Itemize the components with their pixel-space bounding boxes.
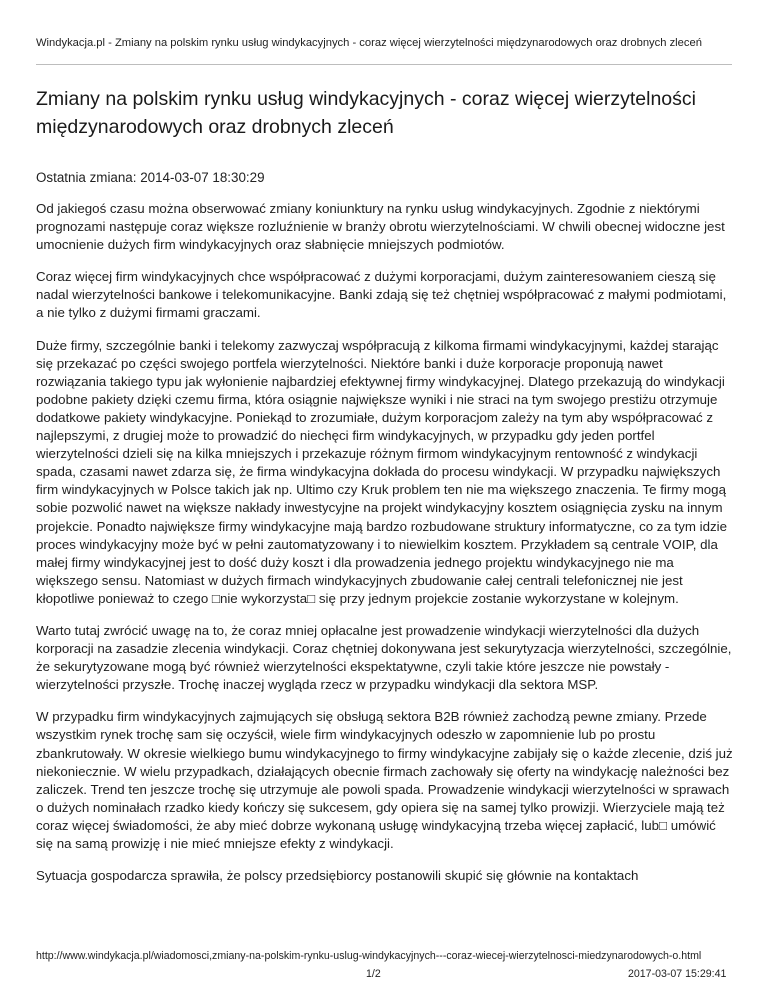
article-paragraph-2: Coraz więcej firm windykacyjnych chce współpracować z dużymi korporacjami, dużym zainteresowaniem cieszą się nadal wierzytelności bankowe i telekomunikacyjne. Banki zdają się też chętniej współpracować z małymi podmiotami, a nie tylko z dużymi firmami graczami. <box>36 269 727 321</box>
article-paragraph-6: Sytuacja gospodarcza sprawiła, że polscy przedsiębiorcy postanowili skupić się głównie na kontaktach <box>36 868 639 884</box>
print-timestamp: 2017-03-07 15:29:41 <box>628 968 727 980</box>
article-paragraph-5: W przypadku firm windykacyjnych zajmujących się obsługą sektora B2B również zachodzą pewne zmiany. Przede wszystkim rynek trochę sam się oczyścił, wiele firm windykacyjnych odeszło w zapomnienie lub po prostu zbankrutowały. W okresie wielkiego bumu windykacyjnego to firmy windykacyjne zabijały się o każde zlecenie, dziś już niekoniecznie. W wielu przypadkach, działających obecnie firmach zachowały się oferty na windykację należności bez zaliczek. Trend ten jeszcze trochę się utrzymuje ale powoli spada. Prowadzenie windykacji wierzytelności w sprawach o dużych nominałach rzadko kiedy kończy się sukcesem, gdy opiera się na samej tylko prowizji. Wierzyciele mają też coraz więcej świadomości, że aby mieć dobrze wykonaną usługę windykacyjną trzeba więcej zapłacić, lub□ umówić się na samą prowizję i nie mieć mniejsze efekty z windykacji. <box>36 709 733 851</box>
footer-row <box>36 967 768 983</box>
print-header: Windykacja.pl - Zmiany na polskim rynku usług windykacyjnych - coraz więcej wierzytelności międzynarodowych oraz drobnych zleceń <box>36 37 702 49</box>
article-paragraph-4: Warto tutaj zwrócić uwagę na to, że coraz mniej opłacalne jest prowadzenie windykacji wierzytelności dla dużych korporacji na zasadzie zlecenia windykacji. Coraz chętniej dokonywana jest sekurytyzacja wierzytelności, szczególnie, że sekurytyzowane mogą być również wierzytelności ekspektatywne, czyli takie które jeszcze nie powstały - wierzytelności przyszłe. Trochę inaczej wygląda rzecz w przypadku windykacji dla sektora MSP. <box>36 622 732 693</box>
footer-url-link[interactable]: http://www.windykacja.pl/wiadomosci,zmiany-na-polskim-rynku-uslug-windykacyjnych---coraz-wiecej-wierzytelnosci-miedzynarodowych-o.html <box>36 950 702 962</box>
article-title: Zmiany na polskim rynku usług windykacyjnych - coraz więcej wierzytelności międzynarodowych oraz drobnych zleceń <box>36 88 696 138</box>
page-number: 1/2 <box>366 968 381 980</box>
header-divider <box>36 64 732 65</box>
article-paragraph-3: Duże firmy, szczególnie banki i telekomy zazwyczaj współpracują z kilkoma firmami windykacyjnymi, każdej starając się przekazać po części swojego portfela wierzytelności. Niektóre banki i duże korporacje proponują nawet rozwiązania takiego typu jak wyłonienie najbardziej efektywnej firmy windykacyjnej. Dlatego przekazują do windykacji podobne pakiety dzięki czemu firma, która osiągnie największe wyniki i nie straci na tym swojego prestiżu otrzymuje dodatkowe pakiety windykacyjne. Poniekąd to zrozumiałe, dużym korporacjom zależy na tym aby współpracować z najlepszymi, z drugiej może to prowadzić do niechęci firm windykacyjnych, w przypadku gdy jeden portfel wierzytelności dzieli się na kilka mniejszych i przekazuje różnym firmom windykacyjnym rentowność z windykacji spada, czasami nawet zdarza się, że firma windykacyjna dokłada do procesu windykacji. W przypadku największych firm windykacyjnych w Polsce takich jak np. Ultimo czy Kruk problem ten nie ma większego znaczenia. Te firmy mogą sobie pozwolić nawet na większe nakłady inwestycyjne na projekt windykacyjny kosztem osiągnięcia zysku na innym projekcie. Ponadto największe firmy windykacyjne mają bardzo rozbudowane struktury informatyczne, co za tym idzie proces windykacyjny może być w pełni zautomatyzowany i to niewielkim kosztem. Przykładem są centrale VOIP, dla małej firmy windykacyjnej jest to dość duży koszt i dla prowadzenia jednego projektu windykacyjnego nie ma większego sensu. Natomiast w dużych firmach windykacyjnych zbudowanie całej centrali telefonicznej nie jest kłopotliwe ponieważ to czego □nie wykorzysta□ się przy jednym projekcie zostanie wykorzystane w kolejnym. <box>36 337 728 606</box>
print-footer <box>36 949 768 983</box>
article-body <box>36 200 736 899</box>
last-modified-date: Ostatnia zmiana: 2014-03-07 18:30:29 <box>36 170 265 185</box>
article-paragraph-1: Od jakiegoś czasu można obserwować zmiany koniunktury na rynku usług windykacyjnych. Zgodnie z niektórymi prognozami następuje coraz większe rozluźnienie w branży obrotu wierzytelnościami. W chwili obecnej widoczne jest umocnienie dużych firm windykacyjnych oraz słabnięcie mniejszych podmiotów. <box>36 201 725 253</box>
